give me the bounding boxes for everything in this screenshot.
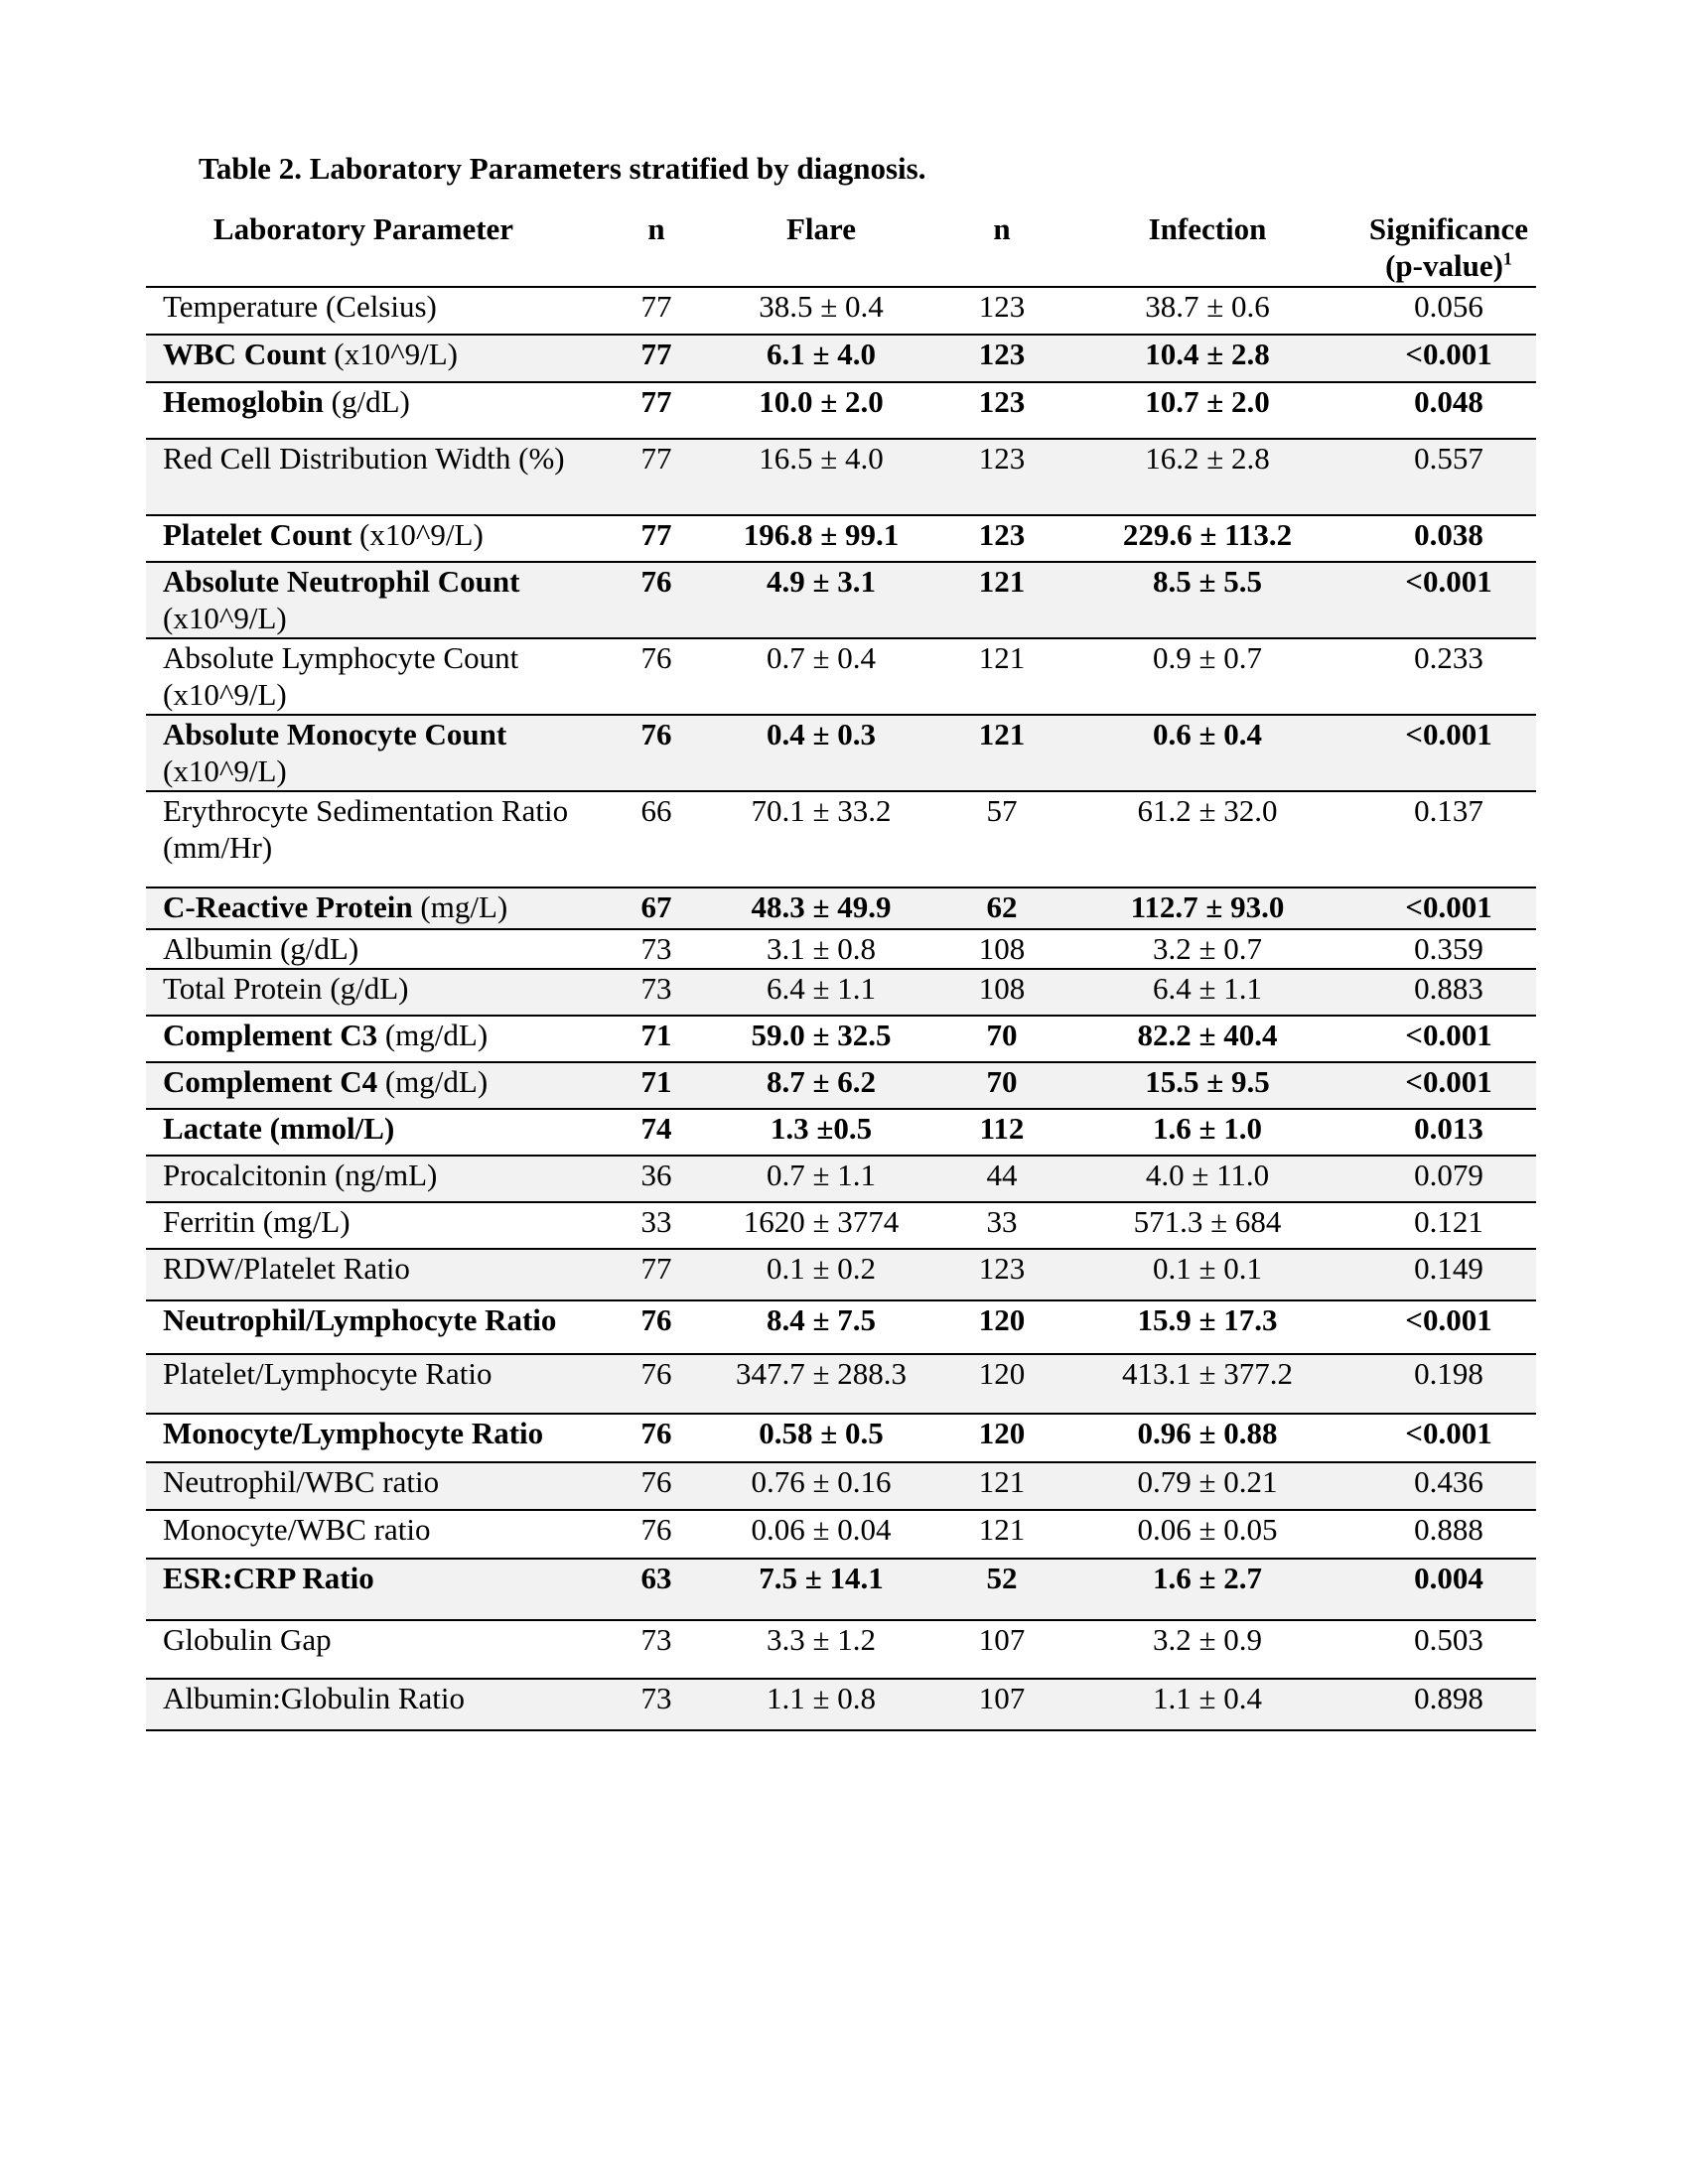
cell-p-value: 0.121 [1361, 1202, 1536, 1249]
cell-flare: 48.3 ± 49.9 [692, 887, 950, 929]
cell-infection: 61.2 ± 32.0 [1054, 791, 1361, 887]
cell-p-value: 0.883 [1361, 969, 1536, 1016]
table-row [146, 638, 1536, 715]
cell-infection: 4.0 ± 11.0 [1054, 1156, 1361, 1202]
cell-parameter [146, 638, 621, 715]
cell-p-value: 0.436 [1361, 1462, 1536, 1510]
cell-infection: 3.2 ± 0.7 [1054, 929, 1361, 969]
table-row [146, 1620, 1536, 1679]
header-significance [1361, 210, 1536, 287]
table-body [146, 287, 1536, 1730]
parameter-unit: (g/dL) [331, 384, 410, 419]
table-caption: Table 2. Laboratory Parameters stratified by diagnosis. [199, 151, 926, 186]
cell-flare: 8.4 ± 7.5 [692, 1300, 950, 1354]
cell-n-infection: 57 [950, 791, 1054, 887]
cell-n-infection: 120 [950, 1414, 1054, 1462]
cell-n-flare: 77 [621, 287, 692, 335]
cell-flare: 0.76 ± 0.16 [692, 1462, 950, 1510]
cell-flare: 347.7 ± 288.3 [692, 1354, 950, 1414]
cell-n-flare: 77 [621, 335, 692, 382]
cell-infection: 0.96 ± 0.88 [1054, 1414, 1361, 1462]
cell-n-flare: 71 [621, 1062, 692, 1109]
table-row [146, 1156, 1536, 1202]
table-row [146, 791, 1536, 887]
cell-flare: 0.06 ± 0.04 [692, 1510, 950, 1559]
cell-infection: 15.9 ± 17.3 [1054, 1300, 1361, 1354]
cell-flare: 0.4 ± 0.3 [692, 715, 950, 791]
parameter-name: Absolute Monocyte Count [163, 717, 507, 751]
cell-p-value: 0.233 [1361, 638, 1536, 715]
cell-n-infection: 121 [950, 1510, 1054, 1559]
cell-n-flare: 77 [621, 515, 692, 562]
cell-parameter [146, 929, 621, 969]
parameter-unit: (x10^9/L) [359, 517, 484, 552]
parameter-name: Erythrocyte Sedimentation Ratio [163, 793, 569, 828]
parameter-name: Total Protein [163, 971, 323, 1006]
parameter-name: Monocyte/WBC ratio [163, 1512, 431, 1547]
parameter-name: ESR:CRP Ratio [163, 1561, 374, 1595]
header-n-flare: n [647, 211, 665, 246]
cell-n-flare: 63 [621, 1559, 692, 1620]
cell-infection: 112.7 ± 93.0 [1054, 887, 1361, 929]
parameter-unit: (Celsius) [325, 289, 437, 324]
parameter-name: Absolute Neutrophil Count [163, 564, 520, 599]
table-row [146, 1414, 1536, 1462]
cell-infection: 571.3 ± 684 [1054, 1202, 1361, 1249]
cell-infection: 0.06 ± 0.05 [1054, 1510, 1361, 1559]
parameter-unit: (g/dL) [330, 971, 409, 1006]
cell-infection: 15.5 ± 9.5 [1054, 1062, 1361, 1109]
table-row [146, 1300, 1536, 1354]
cell-parameter [146, 1414, 621, 1462]
table-row [146, 439, 1536, 515]
cell-infection: 38.7 ± 0.6 [1054, 287, 1361, 335]
cell-flare: 1.1 ± 0.8 [692, 1679, 950, 1730]
parameter-name: Ferritin [163, 1204, 255, 1239]
cell-parameter [146, 1510, 621, 1559]
cell-parameter [146, 1156, 621, 1202]
cell-p-value: 0.137 [1361, 791, 1536, 887]
cell-parameter [146, 1620, 621, 1679]
header-n-infection: n [993, 211, 1011, 246]
cell-n-flare: 71 [621, 1016, 692, 1062]
cell-n-infection: 108 [950, 969, 1054, 1016]
cell-n-infection: 121 [950, 562, 1054, 638]
cell-flare: 59.0 ± 32.5 [692, 1016, 950, 1062]
table-row [146, 1016, 1536, 1062]
parameter-name: Neutrophil/WBC ratio [163, 1464, 440, 1499]
cell-n-infection: 107 [950, 1679, 1054, 1730]
cell-flare: 0.58 ± 0.5 [692, 1414, 950, 1462]
cell-parameter [146, 791, 621, 887]
cell-infection: 82.2 ± 40.4 [1054, 1016, 1361, 1062]
header-flare: Flare [785, 211, 856, 246]
cell-parameter [146, 439, 621, 515]
cell-p-value: 0.503 [1361, 1620, 1536, 1679]
parameter-unit: (mg/dL) [384, 1018, 489, 1052]
cell-n-flare: 74 [621, 1109, 692, 1156]
cell-flare: 4.9 ± 3.1 [692, 562, 950, 638]
cell-n-flare: 33 [621, 1202, 692, 1249]
cell-n-flare: 76 [621, 715, 692, 791]
cell-n-flare: 73 [621, 969, 692, 1016]
cell-infection: 413.1 ± 377.2 [1054, 1354, 1361, 1414]
table-row [146, 382, 1536, 439]
cell-n-infection: 121 [950, 1462, 1054, 1510]
parameter-unit: (mg/L) [420, 889, 508, 924]
cell-parameter [146, 1462, 621, 1510]
cell-n-flare: 66 [621, 791, 692, 887]
cell-n-flare: 76 [621, 1414, 692, 1462]
header-significance-line1: Significance [1368, 211, 1529, 246]
table-row [146, 335, 1536, 382]
parameter-unit: (ng/mL) [335, 1158, 438, 1192]
cell-p-value: 0.557 [1361, 439, 1536, 515]
cell-p-value: <0.001 [1361, 887, 1536, 929]
header-significance-line2: (p-value) [1385, 248, 1503, 283]
cell-flare: 1620 ± 3774 [692, 1202, 950, 1249]
cell-infection: 0.1 ± 0.1 [1054, 1249, 1361, 1300]
table-row [146, 1202, 1536, 1249]
cell-n-flare: 77 [621, 382, 692, 439]
cell-flare: 3.1 ± 0.8 [692, 929, 950, 969]
cell-n-infection: 70 [950, 1062, 1054, 1109]
cell-n-infection: 123 [950, 439, 1054, 515]
cell-parameter [146, 1016, 621, 1062]
parameter-name: Procalcitonin [163, 1158, 328, 1192]
parameter-unit: (x10^9/L) [334, 337, 459, 371]
parameter-name: Albumin [163, 931, 273, 966]
cell-n-flare: 73 [621, 1679, 692, 1730]
cell-n-infection: 121 [950, 715, 1054, 791]
cell-n-infection: 123 [950, 515, 1054, 562]
parameter-name: Lactate (mmol/L) [163, 1111, 395, 1146]
table-row [146, 515, 1536, 562]
cell-flare: 196.8 ± 99.1 [692, 515, 950, 562]
cell-n-infection: 112 [950, 1109, 1054, 1156]
cell-flare: 7.5 ± 14.1 [692, 1559, 950, 1620]
cell-n-flare: 76 [621, 1300, 692, 1354]
table-row [146, 1249, 1536, 1300]
cell-p-value: 0.079 [1361, 1156, 1536, 1202]
cell-n-infection: 70 [950, 1016, 1054, 1062]
cell-n-infection: 123 [950, 1249, 1054, 1300]
parameter-unit: (x10^9/L) [163, 677, 287, 712]
cell-p-value: 0.888 [1361, 1510, 1536, 1559]
cell-infection: 1.1 ± 0.4 [1054, 1679, 1361, 1730]
cell-parameter [146, 1062, 621, 1109]
parameter-name: WBC Count [163, 337, 327, 371]
cell-n-flare: 76 [621, 1462, 692, 1510]
cell-n-flare: 76 [621, 1510, 692, 1559]
parameter-name: Complement C4 [163, 1064, 378, 1099]
table-row [146, 969, 1536, 1016]
lab-parameters-table [146, 210, 1536, 1731]
cell-n-infection: 107 [950, 1620, 1054, 1679]
cell-parameter [146, 287, 621, 335]
cell-n-infection: 123 [950, 287, 1054, 335]
cell-flare: 38.5 ± 0.4 [692, 287, 950, 335]
cell-p-value: <0.001 [1361, 715, 1536, 791]
cell-n-flare: 73 [621, 1620, 692, 1679]
cell-n-infection: 123 [950, 382, 1054, 439]
cell-n-infection: 33 [950, 1202, 1054, 1249]
cell-flare: 16.5 ± 4.0 [692, 439, 950, 515]
cell-p-value: 0.898 [1361, 1679, 1536, 1730]
table-row [146, 715, 1536, 791]
parameter-name: Platelet/Lymphocyte Ratio [163, 1356, 492, 1391]
cell-infection: 10.7 ± 2.0 [1054, 382, 1361, 439]
cell-n-infection: 120 [950, 1300, 1054, 1354]
cell-flare: 6.4 ± 1.1 [692, 969, 950, 1016]
cell-infection: 6.4 ± 1.1 [1054, 969, 1361, 1016]
parameter-unit: (mm/Hr) [163, 830, 273, 865]
cell-n-infection: 52 [950, 1559, 1054, 1620]
table-row [146, 1510, 1536, 1559]
cell-n-flare: 76 [621, 562, 692, 638]
cell-parameter [146, 1354, 621, 1414]
table-row [146, 562, 1536, 638]
cell-flare: 0.1 ± 0.2 [692, 1249, 950, 1300]
header-infection: Infection [1148, 211, 1267, 246]
cell-parameter [146, 335, 621, 382]
cell-parameter [146, 1202, 621, 1249]
cell-infection: 0.79 ± 0.21 [1054, 1462, 1361, 1510]
parameter-name: RDW/Platelet Ratio [163, 1251, 410, 1286]
parameter-name: Temperature [163, 289, 319, 324]
cell-parameter [146, 715, 621, 791]
cell-p-value: 0.359 [1361, 929, 1536, 969]
cell-p-value: <0.001 [1361, 1016, 1536, 1062]
cell-flare: 70.1 ± 33.2 [692, 791, 950, 887]
cell-p-value: <0.001 [1361, 1414, 1536, 1462]
cell-infection: 1.6 ± 1.0 [1054, 1109, 1361, 1156]
header-parameter: Laboratory Parameter [212, 211, 514, 246]
cell-infection: 8.5 ± 5.5 [1054, 562, 1361, 638]
cell-infection: 3.2 ± 0.9 [1054, 1620, 1361, 1679]
cell-n-flare: 73 [621, 929, 692, 969]
parameter-name: Monocyte/Lymphocyte Ratio [163, 1416, 544, 1450]
table-row [146, 887, 1536, 929]
cell-infection: 10.4 ± 2.8 [1054, 335, 1361, 382]
cell-flare: 3.3 ± 1.2 [692, 1620, 950, 1679]
parameter-name: C-Reactive Protein [163, 889, 413, 924]
cell-infection: 1.6 ± 2.7 [1054, 1559, 1361, 1620]
table-header [146, 210, 1536, 287]
cell-parameter [146, 562, 621, 638]
cell-parameter [146, 1109, 621, 1156]
cell-p-value: 0.056 [1361, 287, 1536, 335]
parameter-name: Albumin:Globulin Ratio [163, 1681, 465, 1715]
parameter-unit: (g/dL) [279, 931, 359, 966]
cell-p-value: 0.013 [1361, 1109, 1536, 1156]
table-row [146, 929, 1536, 969]
table-row [146, 1062, 1536, 1109]
cell-n-infection: 62 [950, 887, 1054, 929]
footnote-marker: 1 [1502, 248, 1512, 269]
cell-n-flare: 76 [621, 1354, 692, 1414]
cell-flare: 0.7 ± 0.4 [692, 638, 950, 715]
cell-parameter [146, 969, 621, 1016]
cell-flare: 1.3 ±0.5 [692, 1109, 950, 1156]
cell-p-value: <0.001 [1361, 1300, 1536, 1354]
cell-parameter [146, 1679, 621, 1730]
cell-n-infection: 44 [950, 1156, 1054, 1202]
parameter-name: Globulin Gap [163, 1622, 332, 1657]
cell-parameter [146, 1300, 621, 1354]
cell-infection: 229.6 ± 113.2 [1054, 515, 1361, 562]
cell-p-value: <0.001 [1361, 335, 1536, 382]
cell-flare: 8.7 ± 6.2 [692, 1062, 950, 1109]
parameter-unit: (%) [518, 441, 565, 476]
parameter-name: Absolute Lymphocyte Count [163, 640, 519, 675]
table-row [146, 287, 1536, 335]
cell-n-flare: 36 [621, 1156, 692, 1202]
cell-infection: 0.9 ± 0.7 [1054, 638, 1361, 715]
cell-n-infection: 121 [950, 638, 1054, 715]
header-row [146, 210, 1536, 287]
cell-p-value: 0.004 [1361, 1559, 1536, 1620]
cell-n-infection: 123 [950, 335, 1054, 382]
parameter-unit: (x10^9/L) [163, 601, 287, 635]
cell-parameter [146, 1249, 621, 1300]
parameter-name: Neutrophil/Lymphocyte Ratio [163, 1302, 557, 1337]
parameter-unit: (mg/dL) [384, 1064, 489, 1099]
cell-parameter [146, 515, 621, 562]
parameter-name: Red Cell Distribution Width [163, 441, 511, 476]
cell-p-value: 0.198 [1361, 1354, 1536, 1414]
cell-n-infection: 108 [950, 929, 1054, 969]
table-row [146, 1109, 1536, 1156]
cell-infection: 0.6 ± 0.4 [1054, 715, 1361, 791]
parameter-unit: (x10^9/L) [163, 753, 287, 788]
cell-p-value: 0.149 [1361, 1249, 1536, 1300]
table-row [146, 1354, 1536, 1414]
cell-infection: 16.2 ± 2.8 [1054, 439, 1361, 515]
cell-p-value: 0.048 [1361, 382, 1536, 439]
parameter-unit: (mg/L) [262, 1204, 351, 1239]
cell-p-value: <0.001 [1361, 1062, 1536, 1109]
cell-p-value: 0.038 [1361, 515, 1536, 562]
table-row [146, 1462, 1536, 1510]
cell-flare: 0.7 ± 1.1 [692, 1156, 950, 1202]
table-row [146, 1679, 1536, 1730]
cell-parameter [146, 1559, 621, 1620]
cell-parameter [146, 887, 621, 929]
cell-flare: 10.0 ± 2.0 [692, 382, 950, 439]
parameter-name: Platelet Count [163, 517, 352, 552]
cell-flare: 6.1 ± 4.0 [692, 335, 950, 382]
cell-parameter [146, 382, 621, 439]
parameter-name: Hemoglobin [163, 384, 324, 419]
cell-n-flare: 77 [621, 439, 692, 515]
cell-p-value: <0.001 [1361, 562, 1536, 638]
table-row [146, 1559, 1536, 1620]
parameter-name: Complement C3 [163, 1018, 378, 1052]
cell-n-infection: 120 [950, 1354, 1054, 1414]
cell-n-flare: 77 [621, 1249, 692, 1300]
cell-n-flare: 76 [621, 638, 692, 715]
cell-n-flare: 67 [621, 887, 692, 929]
